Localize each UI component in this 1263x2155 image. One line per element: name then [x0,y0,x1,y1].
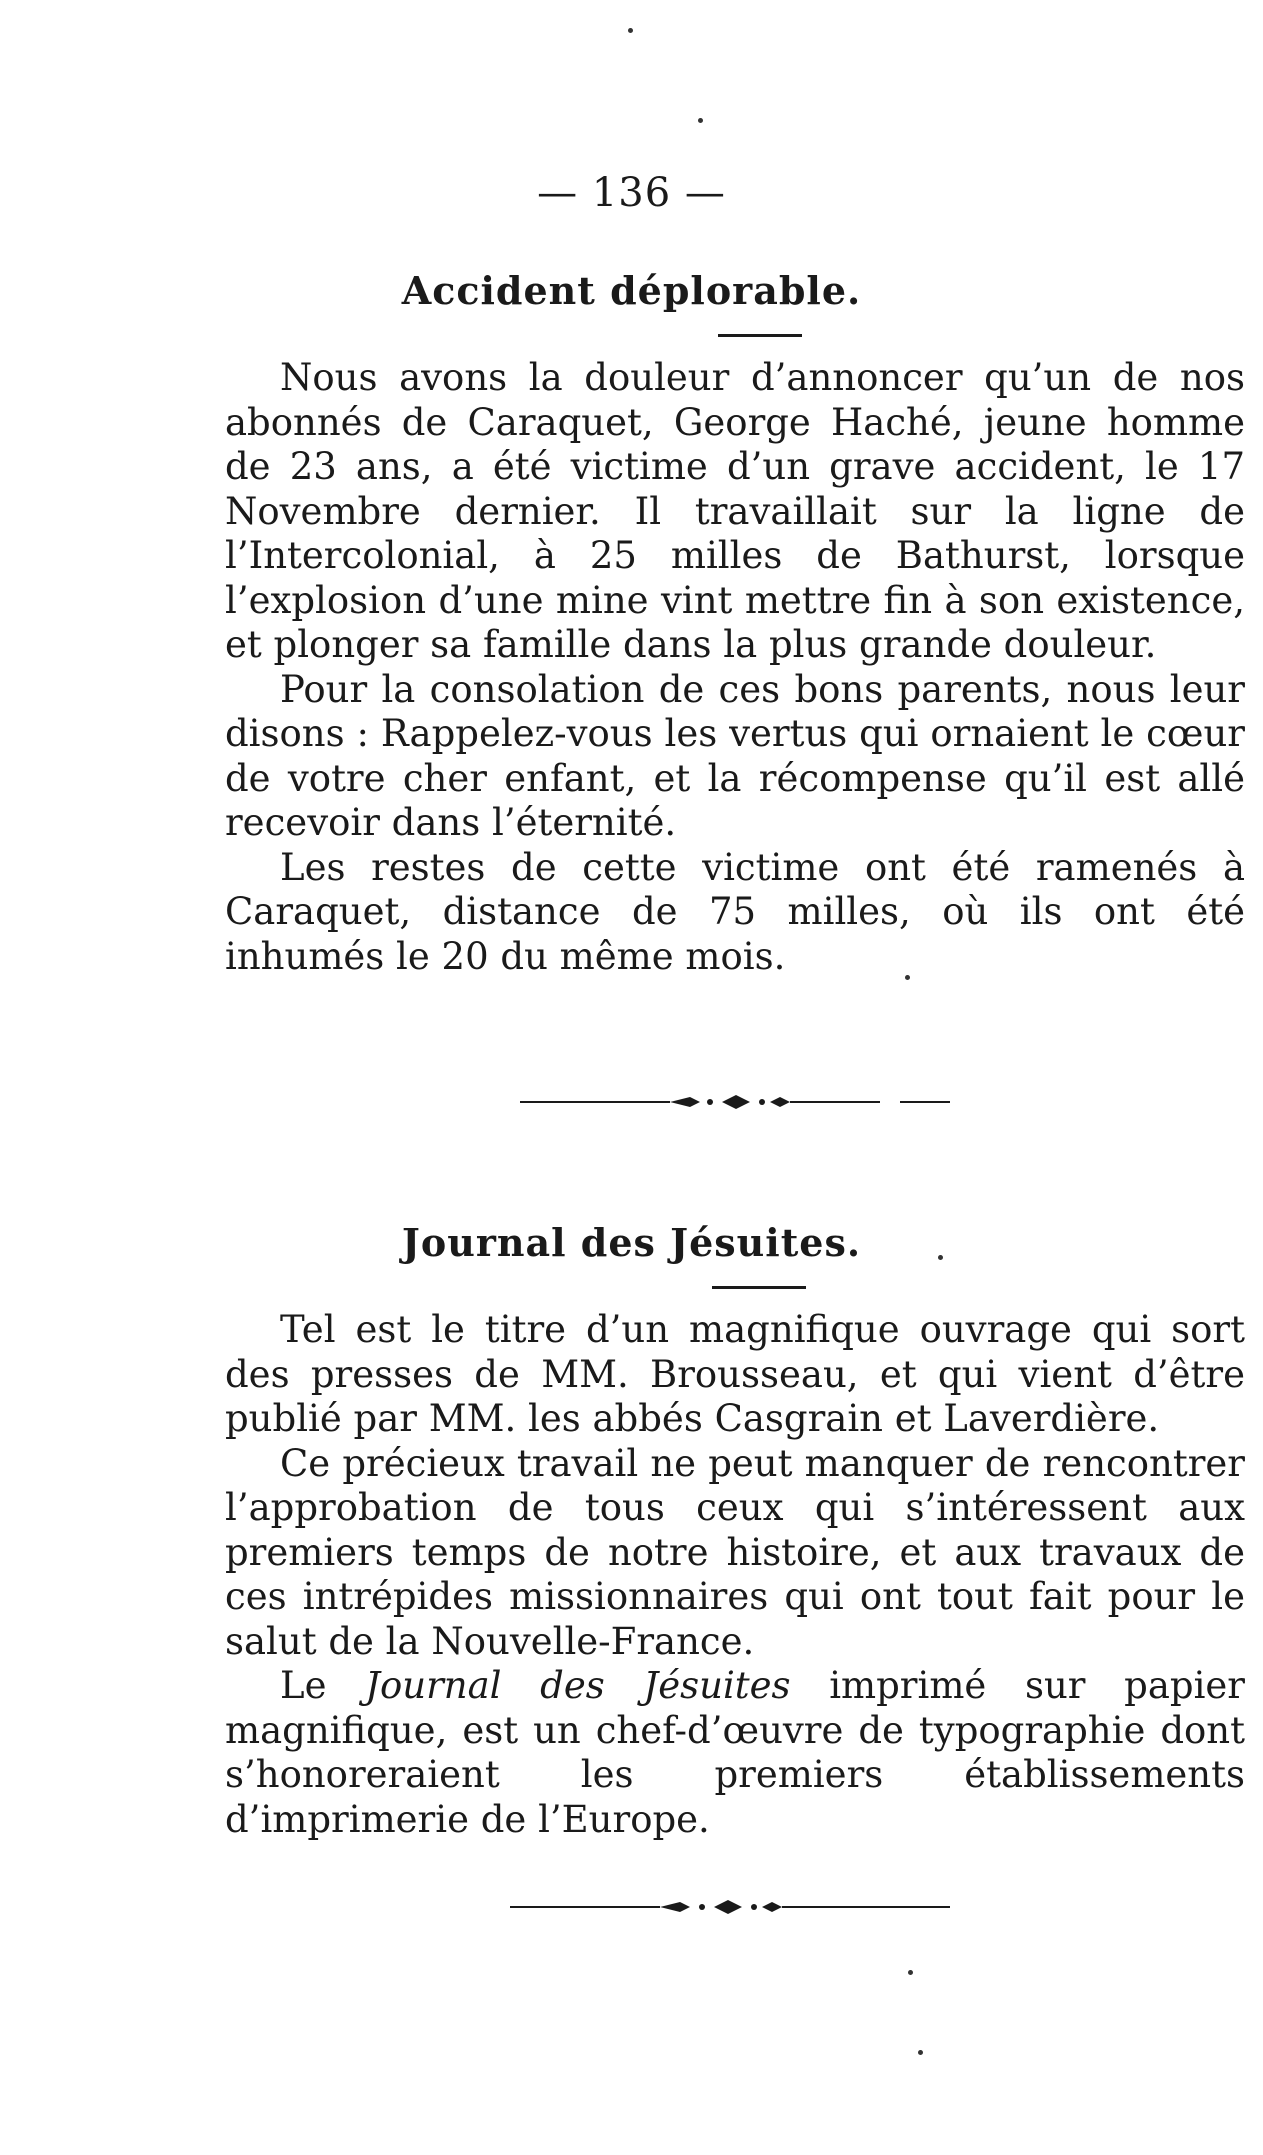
paragraph: Tel est le titre d’un magnifique ouvrage qui sort des presses de MM. Brousseau, et qui vient d’être publié par MM. les abbés Casgrain et Laverdière. [225,1308,1245,1440]
scan-speck [938,1255,943,1260]
scan-speck [918,2050,923,2055]
article-journal-body [225,1308,1245,1842]
title-underline [718,334,802,337]
section-divider-ornament [490,1090,990,1114]
paragraph: Pour la consolation de ces bons parents, nous leur disons : Rappelez-vous les vertus qui ornaient le cœur de votre cher enfant, et la récompense qu’il est allé recevoir dans l’éternité. [225,667,1245,844]
scan-speck [628,28,633,33]
paragraph-lead: Le [280,1664,366,1707]
book-title-italic: Journal des Jésuites [365,1664,791,1707]
page-number: — 136 — [537,170,726,216]
paragraph: Ce précieux travail ne peut manquer de rencontrer l’approbation de tous ceux qui s’intéressent aux premiers temps de notre histoire, et aux travaux de ces intrépides missionnaires qui ont tout fait pour le salut de la Nouvelle-France. [225,1441,1245,1663]
article-accident-body [225,356,1245,979]
paragraph [225,1664,1245,1842]
article-title-journal: Journal des Jésuites. [401,1220,862,1265]
scan-speck [698,118,703,123]
paragraph: Les restes de cette victime ont été ramenés à Caraquet, distance de 75 milles, où ils ont été inhumés le 20 du même mois. [225,845,1245,978]
article-title-accident: Accident déplorable. [401,268,862,313]
paragraph-rest: imprimé sur papier magnifique, est un chef-d’œuvre de typographie dont s’honoreraient les premiers établissements d’imprimerie de l’Europe. [225,1664,1245,1841]
title-underline [712,1286,806,1289]
paragraph: Nous avons la douleur d’annoncer qu’un de nos abonnés de Caraquet, George Haché, jeune homme de 23 ans, a été victime d’un grave accident, le 17 Novembre dernier. Il travaillait sur la ligne de l’Intercolonial, à 25 milles de Bathurst, lorsque l’explosion d’une mine vint mettre fin à son existence, et plonger sa famille dans la plus grande douleur. [225,356,1245,666]
section-divider-ornament [490,1895,990,1919]
scan-speck [905,975,910,980]
scan-speck [908,1970,913,1975]
